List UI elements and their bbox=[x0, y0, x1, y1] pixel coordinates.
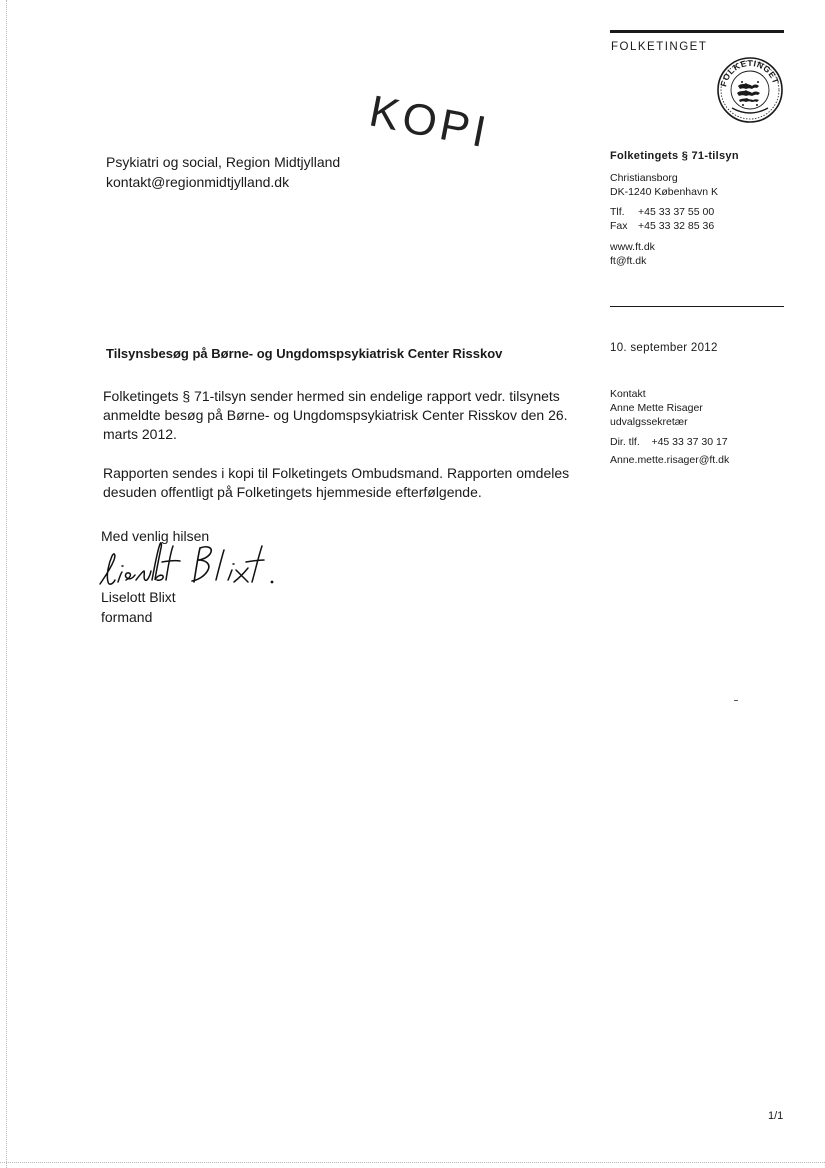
sender-email-link[interactable]: ft@ft.dk bbox=[610, 255, 647, 267]
handwritten-signature bbox=[96, 536, 286, 592]
kopi-stamp: KOPI bbox=[365, 86, 494, 158]
direct-phone-row bbox=[610, 435, 729, 449]
sidebar-rule bbox=[610, 306, 784, 307]
contact-email-link[interactable]: Anne.mette.risager@ft.dk bbox=[610, 454, 730, 466]
direct-phone: +45 33 37 30 17 bbox=[651, 436, 728, 448]
signer-name: Liselott Blixt bbox=[101, 589, 176, 605]
direct-phone-label: Dir. tlf. bbox=[610, 436, 640, 448]
phone-row bbox=[610, 205, 714, 219]
fax-row bbox=[610, 219, 714, 233]
signer-title: formand bbox=[101, 609, 153, 625]
signer-block bbox=[101, 587, 176, 627]
letter-subject: Tilsynsbesøg på Børne- og Ungdomspsykiatrisk Center Risskov bbox=[106, 346, 503, 361]
letter-paragraph-2: Rapporten sendes i kopi til Folketingets Ombudsmand. Rapporten omdeles desuden offentligt på Folketingets hjemmeside efterfølgende. bbox=[103, 465, 570, 500]
org-name: FOLKETINGET bbox=[611, 41, 708, 53]
letter-paragraph-1: Folketingets § 71-tilsyn sender hermed sin endelige rapport vedr. tilsynets anmeldte besøg på Børne- og Ungdomspsykiatrisk Center Risskov den 26. marts 2012. bbox=[103, 388, 568, 442]
recipient-name: Psykiatri og social, Region Midtjylland bbox=[106, 154, 341, 170]
contact-label: Kontakt bbox=[610, 388, 646, 400]
scan-edge-bottom bbox=[0, 1162, 825, 1163]
sender-phones bbox=[610, 205, 714, 233]
address-line-1: Christiansborg bbox=[610, 172, 678, 184]
contact-name: Anne Mette Risager bbox=[610, 402, 703, 414]
recipient-block bbox=[106, 152, 340, 192]
website-link[interactable]: www.ft.dk bbox=[610, 241, 655, 253]
closing-greeting: Med venlig hilsen bbox=[101, 528, 210, 544]
seal-lettering: FOLKETINGET bbox=[718, 57, 782, 88]
contact-block bbox=[610, 387, 729, 467]
phone-label: Tlf. bbox=[610, 206, 625, 218]
sender-address bbox=[610, 171, 718, 199]
contact-role: udvalgssekretær bbox=[610, 416, 688, 428]
sender-web bbox=[610, 240, 655, 268]
page-number: 1/1 bbox=[768, 1110, 784, 1122]
recipient-email: kontakt@regionmidtjylland.dk bbox=[106, 174, 290, 190]
header-rule bbox=[610, 30, 784, 33]
address-line-2: DK-1240 København K bbox=[610, 186, 718, 198]
fax-number: +45 33 32 85 36 bbox=[638, 220, 715, 232]
office-title: Folketingets § 71-tilsyn bbox=[610, 150, 739, 162]
svg-text:FOLKETINGET bbox=[718, 58, 781, 88]
scan-speck bbox=[734, 700, 738, 701]
letter-date: 10. september 2012 bbox=[610, 342, 718, 354]
folketinget-seal-icon bbox=[716, 56, 784, 124]
phone-number: +45 33 37 55 00 bbox=[638, 206, 715, 218]
scan-edge-left bbox=[6, 0, 7, 1168]
fax-label: Fax bbox=[610, 220, 628, 232]
